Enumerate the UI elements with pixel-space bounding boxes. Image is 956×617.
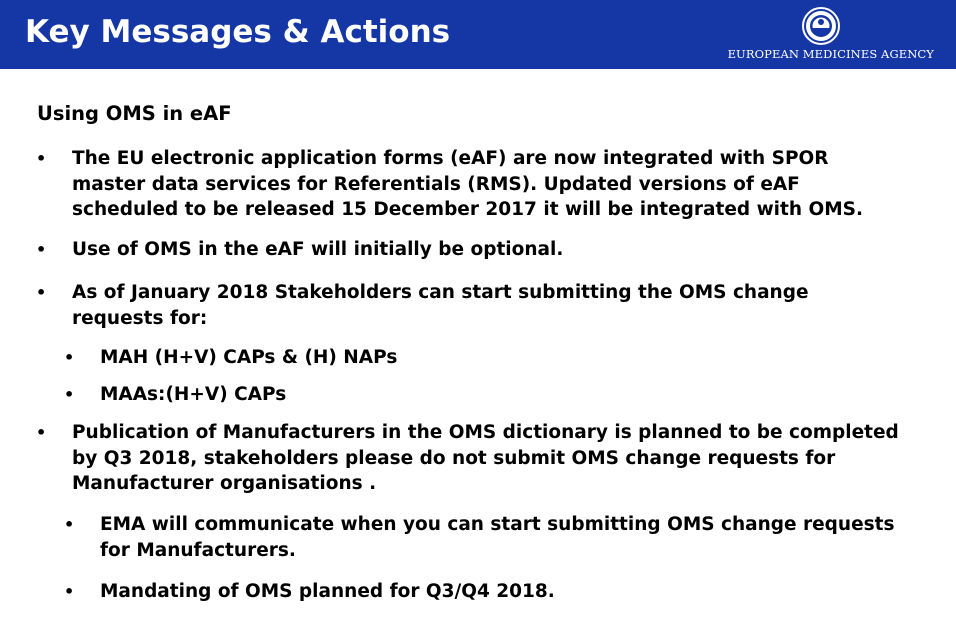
bullet-icon: •: [36, 283, 47, 302]
bullet-text-line: MAAs:(H+V) CAPs: [100, 384, 287, 405]
bullet-icon: •: [36, 423, 47, 442]
list-item: [64, 382, 940, 408]
list-item: [36, 237, 932, 263]
bullet-text-line: The EU electronic application forms (eAF) are now integrated with SPOR: [72, 148, 829, 169]
bullet-icon: •: [64, 385, 75, 404]
ema-logo-icon: [801, 6, 841, 46]
bullet-text-line: As of January 2018 Stakeholders can start submitting the OMS change: [72, 282, 809, 303]
list-item: [36, 420, 932, 497]
bullet-text-line: Manufacturer organisations .: [72, 473, 377, 494]
header-bar: [0, 0, 956, 69]
list-item: [64, 345, 940, 371]
agency-logo: [714, 6, 934, 66]
bullet-text-line: scheduled to be released 15 December 2017 it will be integrated with OMS.: [72, 199, 863, 220]
list-item: [36, 280, 932, 331]
bullet-text-line: Publication of Manufacturers in the OMS dictionary is planned to be completed: [72, 422, 899, 443]
bullet-icon: •: [64, 515, 75, 534]
bullet-icon: •: [36, 240, 47, 259]
agency-name: EUROPEAN MEDICINES AGENCY: [727, 47, 934, 61]
bullet-text-line: EMA will communicate when you can start submitting OMS change requests: [100, 514, 895, 535]
bullet-icon: •: [36, 149, 47, 168]
list-item: [64, 512, 940, 563]
slide-title: Key Messages & Actions: [25, 14, 451, 50]
bullet-text-line: for Manufacturers.: [100, 539, 296, 561]
bullet-text-line: by Q3 2018, stakeholders please do not submit OMS change requests for: [72, 447, 836, 469]
bullet-text-line: master data services for Referentials (RMS). Updated versions of eAF: [72, 173, 800, 195]
section-subtitle: Using OMS in eAF: [37, 102, 232, 125]
bullet-text-line: Mandating of OMS planned for Q3/Q4 2018.: [100, 581, 555, 602]
list-item: [64, 579, 940, 605]
bullet-text-line: requests for:: [72, 307, 208, 329]
list-item: [36, 146, 932, 223]
bullet-text-line: MAH (H+V) CAPs & (H) NAPs: [100, 347, 398, 368]
bullet-text-line: Use of OMS in the eAF will initially be optional.: [72, 239, 564, 260]
bullet-icon: •: [64, 582, 75, 601]
bullet-icon: •: [64, 348, 75, 367]
